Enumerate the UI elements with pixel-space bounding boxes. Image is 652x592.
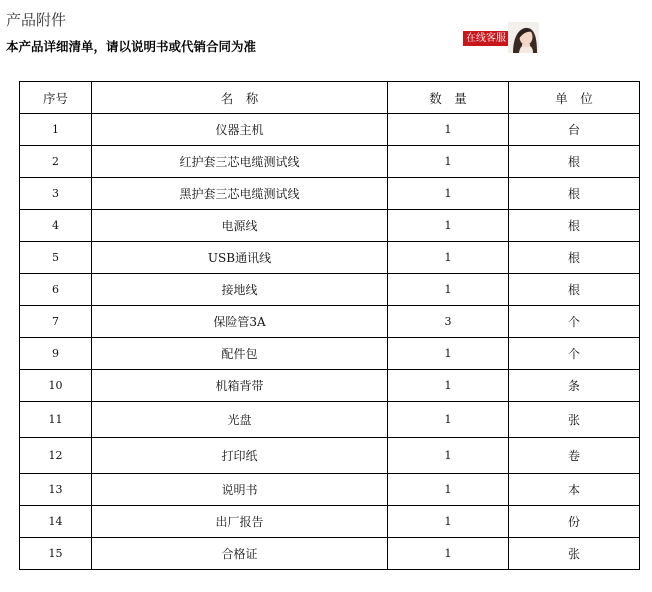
cell-unit: 根 (509, 146, 640, 178)
cell-index: 1 (20, 114, 92, 146)
cell-name: 说明书 (92, 474, 388, 506)
cell-name: 出厂报告 (92, 506, 388, 538)
col-header-name: 名 称 (92, 82, 388, 114)
cell-unit: 个 (509, 306, 640, 338)
cell-quantity: 1 (388, 370, 509, 402)
cell-index: 5 (20, 242, 92, 274)
table-row (20, 474, 640, 506)
cell-quantity: 1 (388, 146, 509, 178)
cell-index: 4 (20, 210, 92, 242)
table-row (20, 506, 640, 538)
col-header-index: 序号 (20, 82, 92, 114)
cell-unit: 个 (509, 338, 640, 370)
cell-quantity: 1 (388, 114, 509, 146)
customer-service-label[interactable]: 在线客服 (463, 31, 509, 46)
cell-unit: 根 (509, 178, 640, 210)
cell-quantity: 1 (388, 178, 509, 210)
cell-unit: 张 (509, 402, 640, 438)
cell-name: 配件包 (92, 338, 388, 370)
cell-unit: 卷 (509, 438, 640, 474)
customer-service-badge[interactable] (463, 22, 539, 53)
table-row (20, 538, 640, 570)
table-header-row (20, 82, 640, 114)
cell-index: 9 (20, 338, 92, 370)
cell-quantity: 1 (388, 210, 509, 242)
cell-name: 红护套三芯电缆测试线 (92, 146, 388, 178)
cell-quantity: 1 (388, 538, 509, 570)
cell-quantity: 1 (388, 274, 509, 306)
cell-name: 电源线 (92, 210, 388, 242)
cell-quantity: 3 (388, 306, 509, 338)
cell-unit: 根 (509, 274, 640, 306)
cell-unit: 条 (509, 370, 640, 402)
cell-name: 黑护套三芯电缆测试线 (92, 178, 388, 210)
table-row (20, 306, 640, 338)
cell-index: 13 (20, 474, 92, 506)
cell-quantity: 1 (388, 438, 509, 474)
cell-name: 接地线 (92, 274, 388, 306)
cell-unit: 份 (509, 506, 640, 538)
cell-quantity: 1 (388, 338, 509, 370)
cell-unit: 根 (509, 210, 640, 242)
table-row (20, 146, 640, 178)
table-row (20, 370, 640, 402)
avatar-icon (508, 22, 539, 53)
cell-name: 机箱背带 (92, 370, 388, 402)
table-row (20, 210, 640, 242)
cell-name: 仪器主机 (92, 114, 388, 146)
cell-name: 保险管3A (92, 306, 388, 338)
cell-unit: 本 (509, 474, 640, 506)
cell-index: 2 (20, 146, 92, 178)
table-row (20, 242, 640, 274)
cell-quantity: 1 (388, 402, 509, 438)
table-row (20, 114, 640, 146)
page-title: 产品附件 (6, 11, 67, 29)
col-header-quantity: 数 量 (388, 82, 509, 114)
table-row (20, 402, 640, 438)
page-subtitle: 本产品详细清单，请以说明书或代销合同为准 (6, 39, 257, 54)
table-row (20, 178, 640, 210)
col-header-unit: 单 位 (509, 82, 640, 114)
cell-unit: 台 (509, 114, 640, 146)
table-row (20, 274, 640, 306)
customer-service-avatar[interactable] (508, 22, 539, 53)
table-row (20, 438, 640, 474)
cell-unit: 张 (509, 538, 640, 570)
accessories-table (19, 81, 640, 570)
cell-name: 合格证 (92, 538, 388, 570)
cell-name: 打印纸 (92, 438, 388, 474)
cell-quantity: 1 (388, 474, 509, 506)
cell-index: 11 (20, 402, 92, 438)
cell-index: 10 (20, 370, 92, 402)
cell-quantity: 1 (388, 506, 509, 538)
table-row (20, 338, 640, 370)
cell-quantity: 1 (388, 242, 509, 274)
cell-unit: 根 (509, 242, 640, 274)
cell-index: 3 (20, 178, 92, 210)
cell-index: 6 (20, 274, 92, 306)
cell-index: 15 (20, 538, 92, 570)
cell-index: 7 (20, 306, 92, 338)
cell-name: USB通讯线 (92, 242, 388, 274)
cell-index: 14 (20, 506, 92, 538)
cell-index: 12 (20, 438, 92, 474)
cell-name: 光盘 (92, 402, 388, 438)
